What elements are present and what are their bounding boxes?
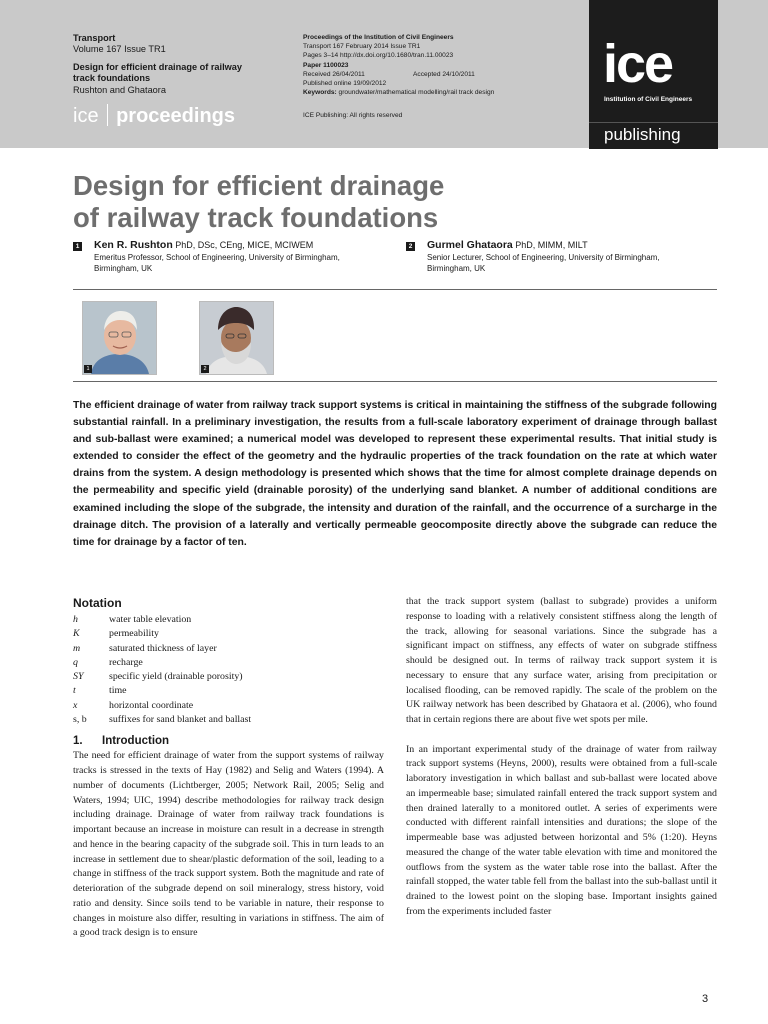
section-heading-introduction <box>73 734 384 749</box>
header-left <box>73 33 293 96</box>
notation-list <box>73 613 384 727</box>
abstract: The efficient drainage of water from railway track support systems is critical in maintaining the stiffness of the subgrade following substantial rainfall. In a preliminary investigation, the results from a full-scale laboratory experiment of drainage through ballast and sub-ballast were examined; a numerical model was developed to represent these experimental results. That initial study is extended to consider the effect of the geometry and the hydraulic properties of the track foundation on the rate at which water drains from the system. A design methodology is presented which shows that the time for almost complete drainage depends on the permeability and specific yield (drainable porosity) of the underlying sand blanket. A number of additional conditions are examined including the slope of the subgrade, the intensity and duration of the rainfall, and the occurrence of a surcharge in the drainage ditch. The provision of a laterally and vertically permeable geocomposite directly above the subgrade can reduce the time for drainage by a factor of ten. <box>73 400 717 548</box>
title-line1: Design for efficient drainage <box>73 170 445 201</box>
notation-item <box>73 642 384 656</box>
notation-item <box>73 613 384 627</box>
ice-proceedings-brand <box>73 104 235 128</box>
brand-proceedings: proceedings <box>116 105 235 127</box>
pages-doi[interactable]: Pages 3–14 http://dx.doi.org/10.1680/tran.11.00023 <box>303 52 454 60</box>
notation-symbol: m <box>73 642 81 654</box>
right-paragraph-1: that the track support system (ballast to subgrade) provides a uniform response to loading with a relatively consistent stiffness along the length of the track, allowing for seasonal variations. Since the subgrade has a significant impact on stiffness, any effects of water on subgrade stiffness should be designed out. In terms of railway track support system it is necessary to ensure that any surface water, arising from precipitation or localised flooding, can be removed rapidly. The scale of the problem on the UK railway network has been described by Ghataora et al. (2006), who found that in certain regions there are about five wet spots per mile. <box>406 596 717 725</box>
notation-item <box>73 670 384 684</box>
notation-symbol: h <box>73 614 78 625</box>
notation-item <box>73 713 384 727</box>
proceedings-name: Proceedings of the Institution of Civil Engineers <box>303 34 454 41</box>
logo-publishing: publishing <box>604 125 681 144</box>
journal-name: Transport <box>73 33 116 43</box>
author-1-portrait <box>83 302 156 374</box>
author-1-photo <box>82 301 157 375</box>
logo-publishing-bar <box>589 122 718 149</box>
copyright: ICE Publishing: All rights reserved <box>303 112 403 120</box>
notation-desc: horizontal coordinate <box>109 699 194 711</box>
notation-symbol: K <box>73 628 80 640</box>
author-2 <box>408 239 727 275</box>
notation-desc: specific yield (drainable porosity) <box>109 671 243 683</box>
notation-item <box>73 684 384 698</box>
notation-desc: permeability <box>109 628 159 640</box>
author-2-affiliation-1: Senior Lecturer, School of Engineering, University of Birmingham, <box>427 252 660 262</box>
section-number: 1. <box>73 735 83 748</box>
left-column <box>73 595 384 941</box>
author-2-affiliation-2: Birmingham, UK <box>427 264 486 273</box>
ice-publishing-logo <box>589 0 718 148</box>
notation-item <box>73 656 384 670</box>
author-1-number: 1 <box>73 242 82 251</box>
author-1 <box>75 239 394 275</box>
paper-number: Paper 1100023 <box>303 61 349 69</box>
notation-desc: time <box>109 685 127 697</box>
notation-item <box>73 699 384 713</box>
author-1-credentials: PhD, DSc, CEng, MICE, MCIWEM <box>172 240 314 250</box>
keywords <box>303 88 583 97</box>
accepted-date: Accepted 24/10/2011 <box>413 70 475 78</box>
author-1-name: Ken R. Rushton <box>94 239 173 251</box>
notation-heading: Notation <box>73 596 122 610</box>
notation-desc: recharge <box>109 656 143 668</box>
brand-divider <box>107 104 109 126</box>
notation-symbol: SY <box>73 671 84 683</box>
header-metadata <box>303 33 583 121</box>
title-line2: of railway track foundations <box>73 202 439 233</box>
author-1-affiliation-1: Emeritus Professor, School of Engineering, University of Birmingham, <box>94 252 340 262</box>
article-title <box>73 170 693 234</box>
author-2-name: Gurmel Ghataora <box>427 239 513 251</box>
intro-paragraph: The need for efficient drainage of water from the support systems of railway tracks is stressed in the texts of Hay (1982) and Selig and Waters (1994). A number of documents (Lichtberger, 2005; Network Rail, 2005; Selig and Waters, 1994; UIC, 1994) describe methodologies for railway track design including drainage. Drainage of water from railway track foundations is important because an increase in moisture can result in a decrease in strength and hence in the bearing capacity of the subgrade soil. This in turn leads to an increase in settlement due to shear/plastic deformation of the soil, leading to a change in stiffness of the track support system. Both the magnitude and rate of deterioration of the subgrade depend on soil mineralogy, stress history, void ratio and density. Since soils tend to be variable in nature, their response to changes in moisture also differ, resulting in variations in stiffness. The aim of a good track design is to ensure <box>73 750 384 939</box>
keywords-text: groundwater/mathematical modelling/rail track design <box>336 89 495 97</box>
rule-abstract <box>73 381 717 382</box>
notation-desc: suffixes for sand blanket and ballast <box>109 714 252 726</box>
notation-symbol: t <box>73 685 76 697</box>
photo-2-number: 2 <box>201 365 209 373</box>
short-title-line2: track foundations <box>73 73 151 84</box>
photo-1-number: 1 <box>84 365 92 373</box>
notation-desc: water table elevation <box>109 614 192 625</box>
published-date: Published online 19/09/2012 <box>303 80 387 88</box>
notation-symbol: x <box>73 699 78 711</box>
right-column <box>406 595 717 920</box>
volume-issue: Volume 167 Issue TR1 <box>73 44 166 55</box>
author-2-photo <box>199 301 274 375</box>
authors-short: Rushton and Ghataora <box>73 84 166 95</box>
received-date: Received 26/04/2011 <box>303 70 365 78</box>
author-2-portrait <box>200 302 273 374</box>
author-2-number: 2 <box>406 242 415 251</box>
page-number: 3 <box>702 993 709 1005</box>
author-1-affiliation-2: Birmingham, UK <box>94 264 153 273</box>
notation-desc: saturated thickness of layer <box>109 642 217 654</box>
author-2-credentials: PhD, MIMM, MILT <box>512 240 588 250</box>
rule-top <box>73 289 717 290</box>
section-title: Introduction <box>102 735 170 748</box>
brand-ice: ice <box>73 105 99 127</box>
logo-word: ice <box>603 34 673 94</box>
notation-symbol: q <box>73 656 78 668</box>
notation-item <box>73 627 384 641</box>
right-paragraph-2: In an important experimental study of the drainage of water from railway track support systems (Heyns, 2000), results were obtained from a full-scale laboratory investigation in which ballast and sub-ballast were located above an impermeable base; simulated rainfall entered the track support system and then drained laterally to a monitored outlet. A series of experiments were conducted with different rainfall intensities and durations; the slope of the impermeable base was adjusted between horizontal and 5% (1:20). Heyns measured the change of the water table elevation with time and monitored the outflows from the system as the water table rose into the ballast. After the rainfall stopped, the water table fell from the ballast into the sub-ballast until it drained to the lowest point on the sloping base. Important insights gained from the experiments included faster <box>406 743 717 917</box>
short-title-line1: Design for efficient drainage of railway <box>73 61 242 72</box>
issue-info: Transport 167 February 2014 Issue TR1 <box>303 43 421 51</box>
logo-institution: Institution of Civil Engineers <box>604 96 693 103</box>
notation-symbol: s, b <box>73 714 87 726</box>
keywords-label: Keywords: <box>303 89 337 97</box>
dates-row <box>303 70 583 79</box>
